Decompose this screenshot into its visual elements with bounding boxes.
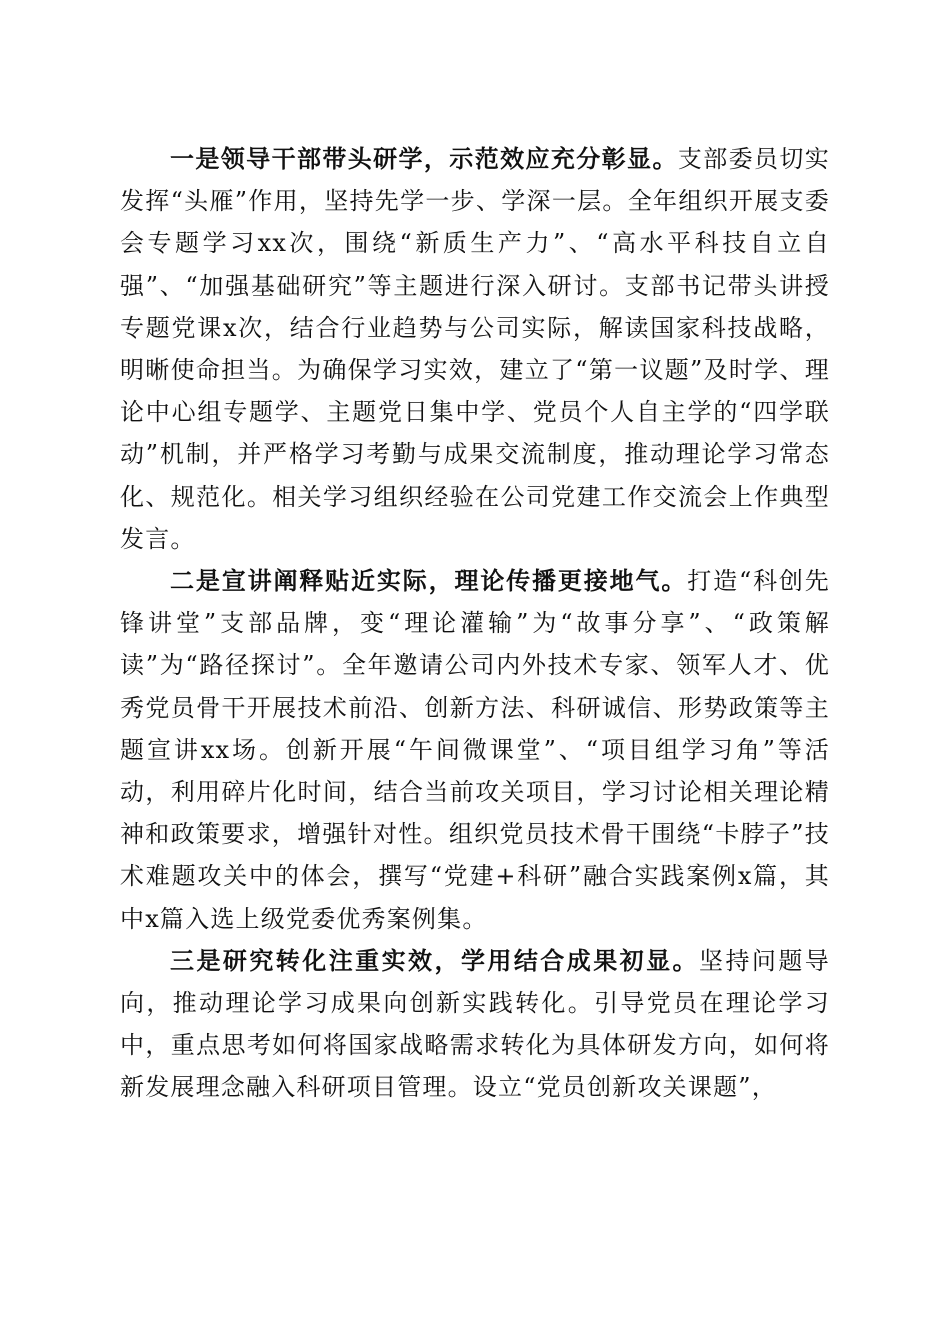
paragraph-1-lead: 一是领导干部带头研学，示范效应充分彰显。 (170, 144, 678, 173)
paragraph-2-body: 打造“科创先锋讲堂”支部品牌，变“理论灌输”为“故事分享”、“政策解读”为“路径探讨”。全年邀请公司内外技术专家、领军人才、优秀党员骨干开展技术前沿、创新方法、科研诚信、形势政策等主题宣讲xx场。创新开展“午间微课堂”、“项目组学习角”等活动，利用碎片化时间，结合当前攻关项目，学习讨论相关理论精神和政策要求，增强针对性。组织党员技术骨干围绕“卡脖子”技术难题攻关中的体会，撰写“党建+科研”融合实践案例x篇，其中x篇入选上级党委优秀案例集。 (120, 567, 830, 933)
paragraph-2 (120, 560, 830, 940)
paragraph-1-body: 支部委员切实发挥“头雁”作用，坚持先学一步、学深一层。全年组织开展支委会专题学习xx次，围绕“新质生产力”、“高水平科技自立自强”、“加强基础研究”等主题进行深入研讨。支部书记带头讲授专题党课x次，结合行业趋势与公司实际，解读国家科技战略，明晰使命担当。为确保学习实效，建立了“第一议题”及时学、理论中心组专题学、主题党日集中学、党员个人自主学的“四学联动”机制，并严格学习考勤与成果交流制度，推动理论学习常态化、规范化。相关学习组织经验在公司党建工作交流会上作典型发言。 (120, 145, 831, 553)
paragraph-2-lead: 二是宣讲阐释贴近实际，理论传播更接地气。 (170, 566, 688, 596)
document-body (120, 138, 830, 1109)
paragraph-1 (120, 138, 830, 560)
paragraph-3-lead: 三是研究转化注重实效，学用结合成果初显。 (170, 945, 699, 975)
paragraph-3-body: 坚持问题导向，推动理论学习成果向创新实践转化。引导党员在理论学习中，重点思考如何将国家战略需求转化为具体研发方向，如何将新发展理念融入科研项目管理。设立“党员创新攻关课题”， (120, 946, 830, 1102)
paragraph-3 (120, 940, 830, 1109)
